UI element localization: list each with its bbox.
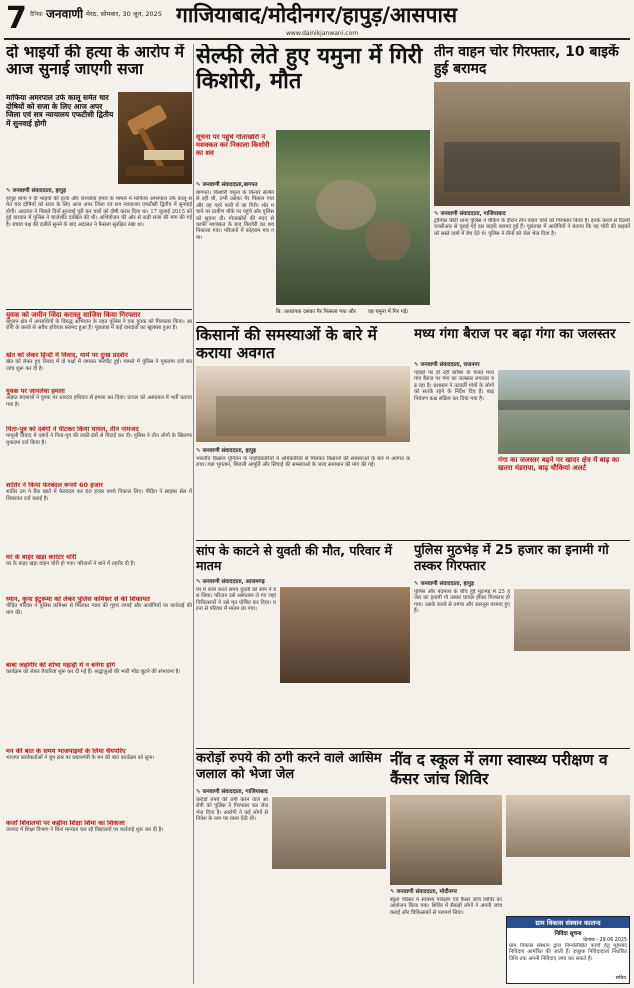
notice-subtitle: निविदा सूचना — [554, 931, 582, 937]
notice-signature: सचिव — [615, 976, 626, 981]
paper-name: जनवाणी — [46, 7, 84, 21]
byline: ✎ जनवाणी संवाददाता, राजनगर — [414, 362, 480, 368]
headline: सेल्फी लेते हुए यमुना में गिरी किशोरी, मौत — [196, 44, 423, 94]
story-vehicle-thieves — [434, 44, 630, 320]
river-photo — [276, 130, 430, 305]
story-farmers — [196, 326, 410, 538]
story-snakebite — [196, 543, 410, 745]
notice-date: दिनांक - 29.06.2025 — [583, 938, 627, 943]
column-divider — [193, 44, 194, 984]
subhead: माफिया अमरपाल उर्फ कालू समेत चार दोषियों को सजा के लिए आज अपर जिला एवं सत्र न्यायालय एफटीसी द्वितीय में सुनवाई होगी — [6, 94, 114, 128]
brief-9 — [6, 554, 192, 594]
headline: पिता-पुत्र को दबंगों ने पीटकर किया घायल, तीन नामजद — [6, 426, 139, 433]
subhead: सूचना पर पहुंचे गोताखोरों ने मशक्कत कर निकाला किशोरी का शव — [196, 134, 270, 157]
masthead-rule — [4, 38, 630, 40]
headline: सांप के काटने से युवती की मौत, परिवार में मातम — [196, 543, 392, 573]
body: बागपत। किशोरी यमुना के किनारे सेल्फी ले रही थी, तभी उसका पैर फिसल गया और वह गहरे पानी में जा गिरी। शोर मचाने पर ग्रामीण मौके पर पहुंचे और पुलिस को सूचना दी। गोताखोरों की मदद से काफी मशक्कत के बाद किशोरी का शव निकाला गया। परिजनों में कोहराम मच गया। — [196, 190, 274, 241]
photo-caption: गंगा का जलस्तर बढ़ने पर खादर क्षेत्र में बाढ़ का खतरा मंडराया, बाढ़ चौकियां अलर्ट — [498, 456, 620, 473]
gavel-illustration — [118, 92, 192, 184]
headline: खेत को लेकर हिन्दी में विवाद, मामे पर दुःख प्रदर्शन — [6, 352, 128, 359]
brief-5 — [6, 352, 192, 386]
tender-notice — [506, 916, 630, 984]
byline: ✎ जनवाणी संवाददाता, गाजियाबाद — [434, 211, 506, 217]
byline: ✎ जनवाणी संवाददाता, हापुड़ — [196, 448, 256, 454]
notice-title: ग्राम विकास संस्थान कालन्द — [507, 917, 629, 928]
headline: नींव द स्कूल में लगा स्वास्थ्य परीक्षण व कैंसर जांच शिविर — [390, 751, 608, 788]
health-camp-photo — [390, 795, 502, 885]
headline: युवक को जमीन जिंदा करास्तु साजिश किया गिरफ्तार — [6, 311, 141, 319]
byline: ✎ जनवाणी संवाददाता, गाजियाबाद — [196, 789, 268, 795]
divider — [196, 540, 630, 541]
body: शातिर ठग ने बैंक खाते में फेरबदल कर 60 हजार रुपये निकाल लिए। पीड़ित ने साइबर सेल में शिकायत दर्ज कराई है। — [6, 489, 192, 502]
subhead-box — [196, 134, 274, 178]
body-continued — [506, 861, 630, 917]
byline: ✎ जनवाणी संवाददाता, आजमगढ़ — [196, 579, 265, 585]
subhead-box — [6, 94, 118, 182]
byline: ✎ जनवाणी संवाददाता,बागपत — [196, 182, 258, 188]
farmers-photo — [196, 366, 410, 442]
body: बहुजन क्षेत्र में अपराधियों के विरुद्ध अभियान के तहत पुलिस ने एक युवक को गिरफ्तार किया। आरोपी के कब्जे से अवैध हथियार बरामद हुआ है। पूछताछ में कई वारदातों का खुलासा हुआ है। — [6, 319, 192, 332]
headline: किसानों की समस्याओं के बारे में कराया अवगत — [196, 326, 377, 362]
website: www.dainikjanwani.com — [286, 30, 359, 37]
mourning-photo — [280, 587, 410, 683]
body: ट्रोनिका सिटी थाना पुलिस ने चेकिंग के दौरान तीन वाहन चोरों को गिरफ्तार किया है। इनके कब्जे से दिल्ली एनसीआर से चुराई गई दस बाइकें बरामद हुई हैं। पूछताछ में आरोपियों ने बताया कि वह चोरी की बाइकों को सस्ते दामों में बेच देते थे। पुलिस ने तीनों को जेल भेज दिया है। — [434, 218, 630, 237]
body: जनपद में शिक्षा विभाग ने बिना मान्यता चल रहे विद्यालयों पर कार्रवाई शुरू कर दी है। — [6, 827, 164, 834]
arrested-smuggler-photo — [514, 589, 630, 651]
body: भाजपा कार्यकर्ताओं ने बूथ स्तर पर प्रधानमंत्री के मन की बात कार्यक्रम को सुना। — [6, 755, 155, 762]
body: पहाड़ों पर हो रही बारिश के चलते मध्य गंगा बैराज पर गंगा का जलस्तर लगातार बढ़ रहा है। प्रशासन ने तटवर्ती गांवों के लोगों को सतर्क रहने के निर्देश दिए हैं। बाढ़ नियंत्रण कक्ष सक्रिय कर दिया गया है। — [414, 370, 494, 402]
dateline: मेरठ, सोमवार, 30 जून, 2025 — [86, 10, 162, 18]
headline: शातिर ने किया फेरबदल रूपये 60 हजार — [6, 482, 103, 489]
byline: ✎ जनवाणी संवाददाता, हापुड़ — [6, 188, 66, 194]
headline: मध्य गंगा बैराज पर बढ़ा गंगा का जलस्तर — [414, 326, 616, 342]
byline: ✎ जनवाणी संवाददाता, हापुड़ — [414, 581, 474, 587]
body: घर में काम करते समय युवती को सांप ने डस लिया। परिजन उसे अस्पताल ले गए जहां चिकित्सकों ने उसे मृत घोषित कर दिया। घटना से परिवार में मातम छा गया। — [196, 587, 276, 613]
story-fraud — [196, 751, 386, 984]
body-continued — [280, 687, 410, 745]
body-continued — [514, 653, 630, 745]
brief-7 — [6, 426, 192, 480]
headline: मन की बात के समय भाजपाइयों के लिया चैयपरिए — [6, 748, 126, 755]
divider — [196, 322, 630, 323]
story-murder-verdict — [6, 44, 192, 306]
masthead — [4, 2, 630, 42]
body: स्कूल परिसर में स्वास्थ्य परीक्षण एवं कैंसर जांच शिविर का आयोजन किया गया। शिविर में सैकड़ों लोगों ने अपनी जांच कराई और चिकित्सकों से परामर्श लिया। — [390, 897, 502, 916]
divider — [196, 748, 630, 749]
headline: बाबा जहांगीर की शोभा महाही में न बनेगा होगे — [6, 662, 115, 669]
divider — [6, 309, 192, 310]
body: करोड़ों रुपये की ठगी करने वाले आरोपी को पुलिस ने गिरफ्तार कर जेल भेज दिया है। आरोपी ने कई लोगों से निवेश के नाम पर रकम ऐंठी थी। — [196, 797, 268, 823]
section-title: गाजियाबाद/मोदीनगर/हापुड़/आसपास — [176, 3, 458, 27]
paper-prefix: दैनिक — [30, 11, 43, 18]
headline: करोड़ों रुपये की ठगी करने वाले आसिम जलाल को भेजा जेल — [196, 751, 382, 782]
headline: कर्जों शिवालयों पर कहीना शिक्षा शिमा का शिकंजा — [6, 820, 125, 827]
photo-caption-right: वह यमुना में गिर गई। — [368, 309, 409, 315]
notice-body: ग्राम विकास संस्थान द्वारा निम्नलिखित कार्यों हेतु मुहरबंद निविदाएं आमंत्रित की जाती हैं। इच्छुक निविदादाता निर्धारित तिथि तक अपनी निविदाएं जमा कर सकते हैं। — [509, 943, 627, 962]
brief-12 — [6, 748, 192, 818]
story-selfie-yamuna — [196, 44, 430, 320]
body: पीड़ित परिवार ने पुलिस कमिश्नर से मिलकर न्याय की गुहार लगाई और आरोपियों पर कार्रवाई की मांग की। — [6, 603, 192, 616]
body: हापुड़ थाना नं दो भाइयों की हत्या और जानलेवा हमले के मामले में माफिया अमरपाल उर्फ कालू समेत चार दोषियों को सजा के लिए आज अपर जिला एवं सत्र न्यायालय एफटीसी द्वितीय में सुनवाई होगी। अदालत ने पिछले दिनों सुनवाई पूरी कर चारों को दोषी करार दिया था। 17 जुलाई 2015 को हुई वारदात में पुलिस ने चार्जशीट दाखिल की थी। अभियोजन की ओर से कड़ी सजा की मांग की गई है। बचाव पक्ष की दलीलें सुनने के बाद अदालत ने फैसला सुरक्षित रखा था। — [6, 196, 192, 228]
barrage-photo — [498, 370, 630, 454]
body: अज्ञात बदमाशों ने युवक पर धारदार हथियार से हमला कर दिया। घायल को अस्पताल में भर्ती कराया गया है। — [6, 395, 192, 408]
headline: पुलिस मुठभेड़ में 25 हजार का इनामी गो तस्कर गिरफ्तार — [414, 543, 609, 574]
arrest-photo — [434, 82, 630, 206]
headline: घर के बाहर खड़ा कारंटर चोरी — [6, 554, 77, 561]
brief-6 — [6, 388, 192, 424]
gavel-icon — [118, 92, 192, 184]
headline: ध्यान, कृपा इंटुरूमा को लेकर पुलिस कमिश्नर से की शिकायत — [6, 596, 150, 603]
headline: तीन वाहन चोर गिरफ्तार, 10 बाइकें हुई बरामद — [434, 44, 619, 77]
brief-10 — [6, 596, 192, 660]
body: खेत को लेकर हुए विवाद में दो पक्षों में जमकर मारपीट हुई। मामले में पुलिस ने मुकदमा दर्ज कर जांच शुरू कर दी है। — [6, 359, 192, 372]
body: कार्यक्रम को लेकर तैयारियां शुरू कर दी गई हैं। श्रद्धालुओं की भारी भीड़ जुटने की संभावना है। — [6, 669, 181, 676]
brief-8 — [6, 482, 192, 552]
body-continued — [498, 502, 630, 538]
body: भारतीय किसान यूनियन के पदाधिकारियों ने अधिकारियों से मिलकर किसानों की समस्याओं के बारे में अवगत कराया। गन्ना भुगतान, बिजली आपूर्ति और सिंचाई की समस्याओं के जल्द समाधान की मांग की गई। — [196, 456, 410, 469]
brief-13 — [6, 820, 192, 982]
byline: ✎ जनवाणी संवाददाता, मोदीनगर — [390, 889, 457, 895]
body: मामूली विवाद में दबंगों ने पिता-पुत्र की लाठी-डंडों से पिटाई कर दी। पुलिस ने तीन लोगों के खिलाफ मुकदमा दर्ज किया है। — [6, 433, 192, 446]
story-encounter — [414, 543, 630, 745]
headline: दो भाइयों की हत्या के आरोप में आज सुनाई जाएगी सजा — [6, 44, 184, 78]
photo-caption-left: बि: अध्यापक दसका पैर फिसला गया और — [276, 309, 356, 315]
health-camp-photo-2 — [506, 795, 630, 857]
page-number: 7 — [6, 4, 27, 34]
body: घर के बाहर खड़ा वाहन चोरी हो गया। परिजनों ने थाने में तहरीर दी है। — [6, 561, 136, 568]
headline: युवक पर जानलेवा हमला — [6, 388, 65, 395]
body: पुलिस और बदमाश के बीच हुई मुठभेड़ में 25 हजार का इनामी गो तस्कर घायल होकर गिरफ्तार हो गया। उसके कब्जे से तमंचा और कारतूस बरामद हुए हैं। — [414, 589, 510, 615]
pen-icon: ✎ — [6, 188, 11, 194]
brief-4 — [6, 311, 192, 351]
photo-caption-box — [498, 456, 630, 500]
brief-11 — [6, 662, 192, 746]
story-ganga-barrage — [414, 326, 630, 538]
fraud-accused-photo — [272, 797, 386, 869]
body-continued — [272, 873, 386, 984]
